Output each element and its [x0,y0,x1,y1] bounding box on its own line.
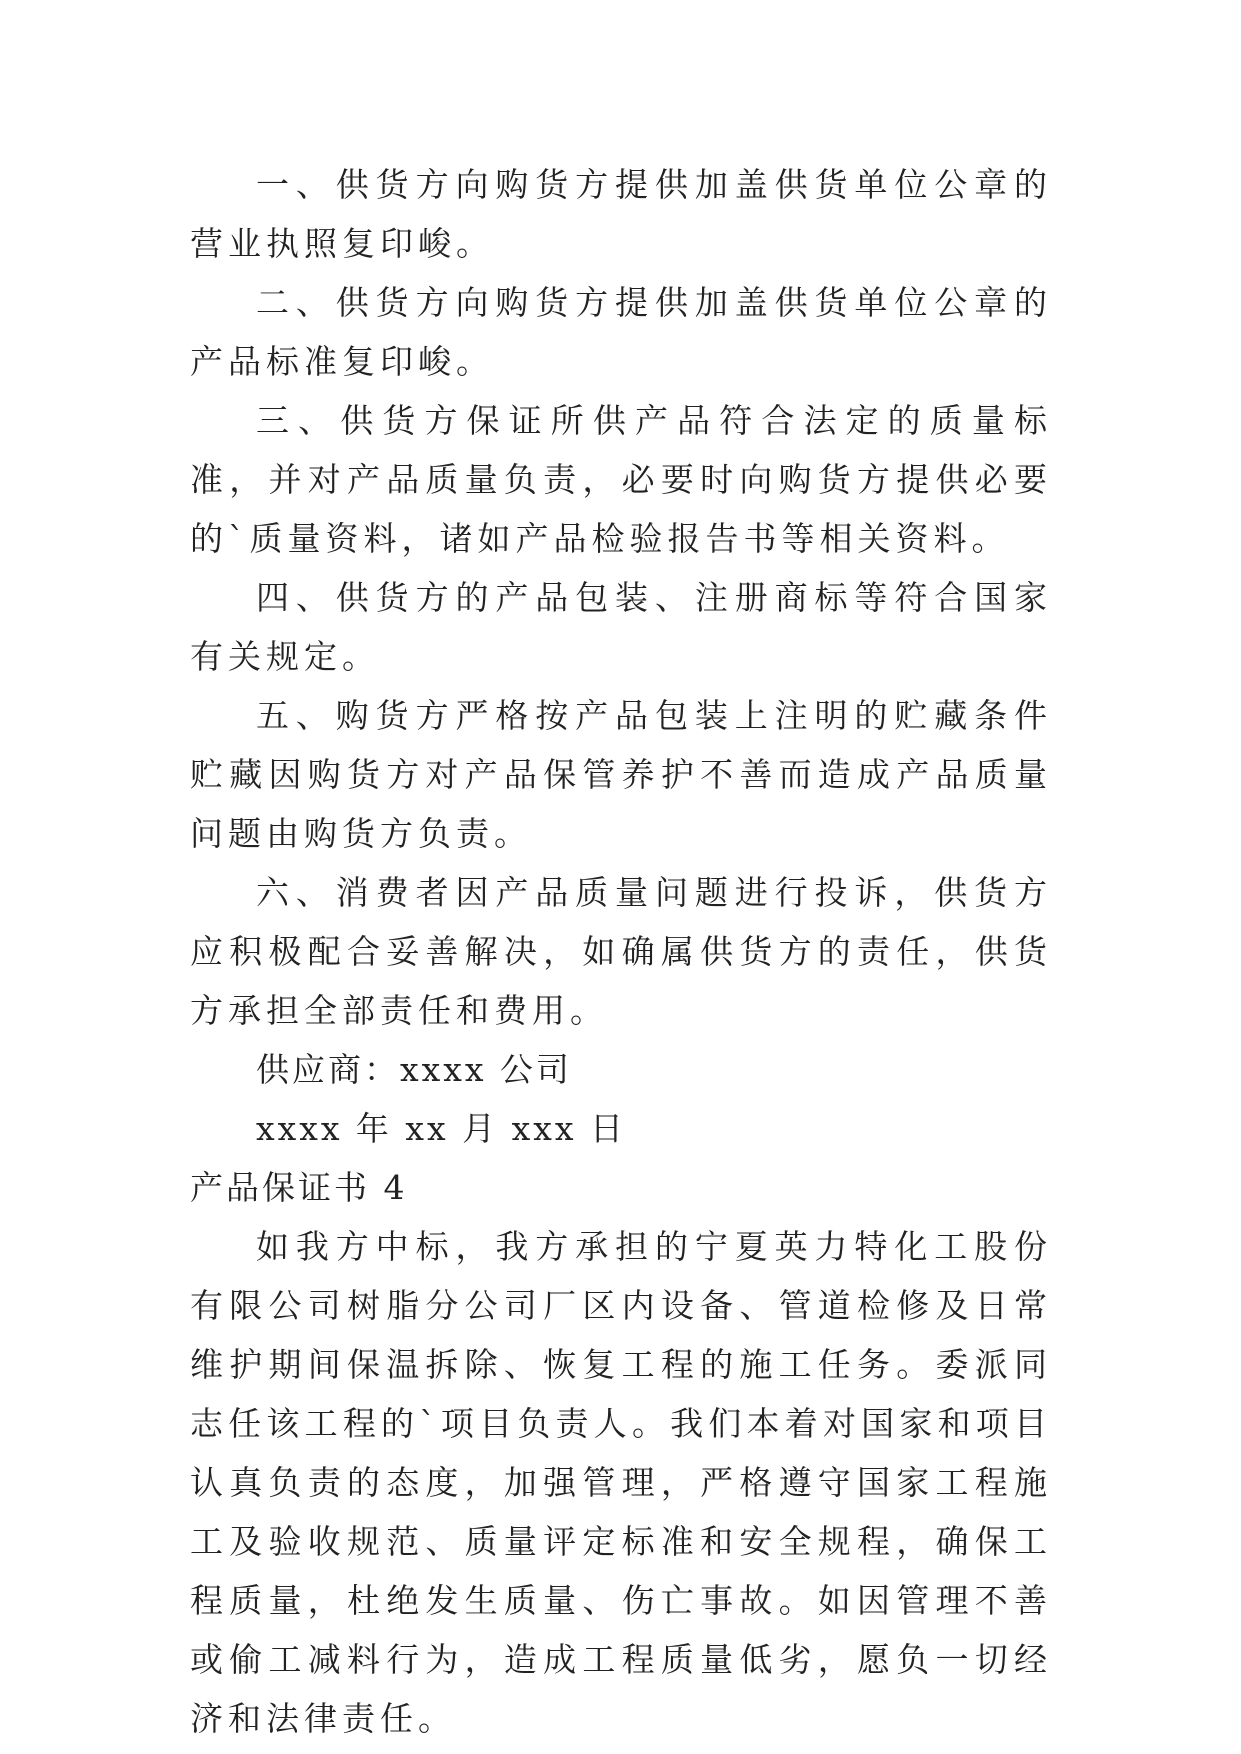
clause-3: 三、供货方保证所供产品符合法定的质量标准，并对产品质量负责，必要时向购货方提供必要的`质量资料，诸如产品检验报告书等相关资料。 [190,401,1052,558]
clause-1: 一、供货方向购货方提供加盖供货单位公章的营业执照复印峻。 [190,165,1052,263]
section-heading: 产品保证书 4 [190,1168,408,1207]
clause-6: 六、消费者因产品质量问题进行投诉，供货方应积极配合妥善解决，如确属供货方的责任，供货方承担全部责任和费用。 [190,873,1052,1030]
clause-5: 五、购货方严格按产品包装上注明的贮藏条件贮藏因购货方对产品保管养护不善而造成产品质量问题由购货方负责。 [190,696,1052,853]
clause-2: 二、供货方向购货方提供加盖供货单位公章的产品标准复印峻。 [190,283,1052,381]
guarantee-paragraph: 如我方中标，我方承担的宁夏英力特化工股份有限公司树脂分公司厂区内设备、管道检修及日常维护期间保温拆除、恢复工程的施工任务。委派同志任该工程的`项目负责人。我们本着对国家和项目认真负责的态度，加强管理，严格遵守国家工程施工及验收规范、质量评定标准和安全规程，确保工程质量，杜绝发生质量、伤亡事故。如因管理不善或偷工减料行为，造成工程质量低劣，愿负一切经济和法律责任。 [190,1227,1052,1738]
supplier-line: 供应商：xxxx 公司 [256,1050,572,1089]
date-line: xxxx 年 xx 月 xxx 日 [256,1109,626,1148]
clause-4: 四、供货方的产品包装、注册商标等符合国家有关规定。 [190,578,1052,676]
document-body [190,155,1052,1748]
